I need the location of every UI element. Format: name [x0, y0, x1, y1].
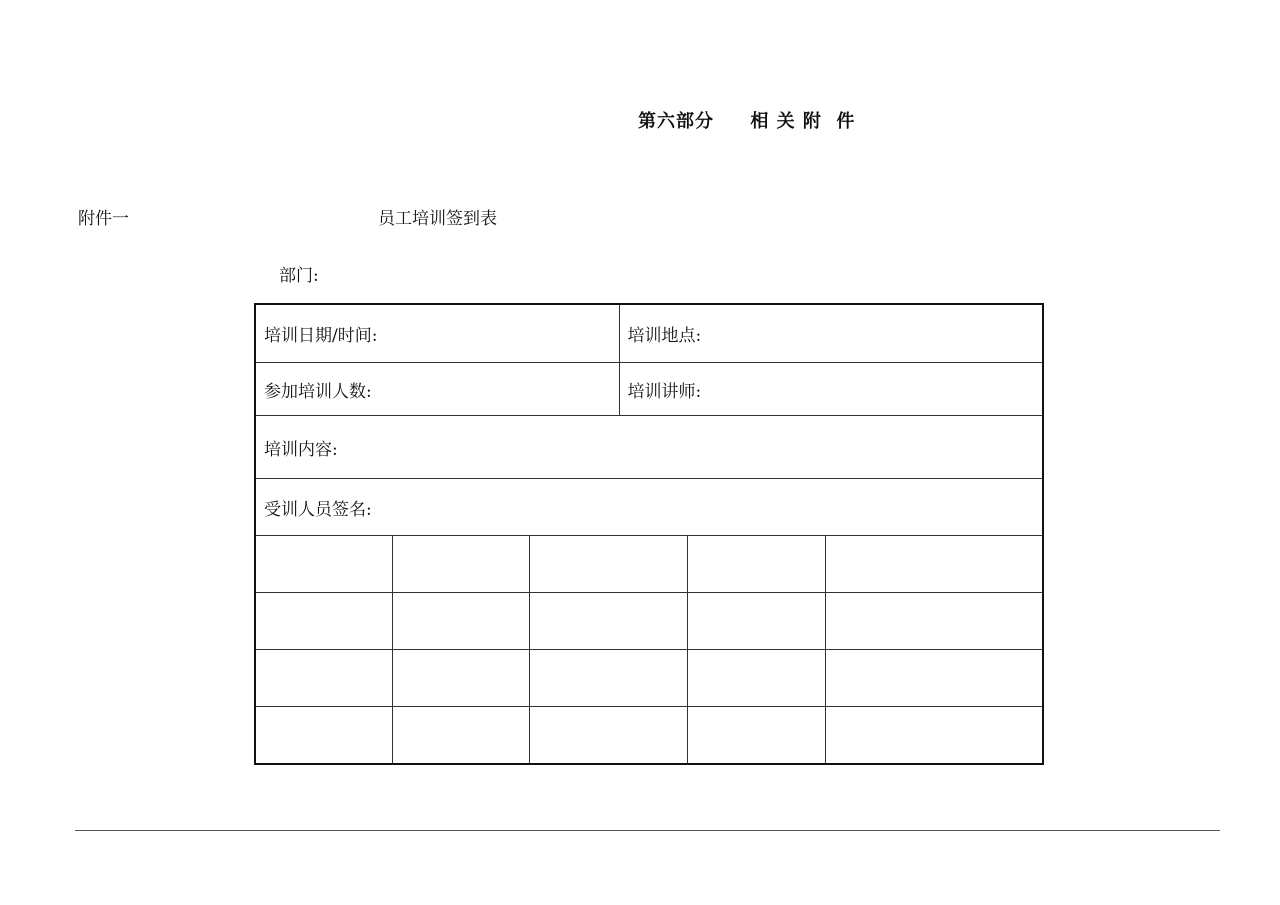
- department-label: 部门:: [279, 266, 319, 286]
- table-row: [255, 363, 1043, 416]
- trainee-signature-header-cell: [255, 479, 1043, 536]
- trainer-label: 培训讲师:: [627, 381, 702, 402]
- signature-cell[interactable]: [687, 650, 825, 707]
- signature-cell[interactable]: [529, 707, 687, 765]
- signature-row: [255, 650, 1043, 707]
- signature-cell[interactable]: [392, 536, 529, 593]
- signature-row: [255, 707, 1043, 765]
- training-datetime-label: 培训日期/时间:: [264, 326, 378, 346]
- training-sign-in-table: [254, 303, 1044, 765]
- attachment-label: 附件一: [78, 209, 129, 229]
- participant-count-label: 参加培训人数:: [264, 381, 372, 402]
- signature-cell[interactable]: [255, 650, 392, 707]
- trainee-signature-label: 受训人员签名:: [264, 499, 372, 520]
- section-title: 第六部分 相 关 附 件: [638, 111, 856, 132]
- training-datetime-cell[interactable]: [255, 304, 619, 363]
- footer-divider: [75, 830, 1220, 831]
- table-row: [255, 304, 1043, 363]
- training-content-cell[interactable]: [255, 416, 1043, 479]
- training-location-label: 培训地点:: [627, 326, 702, 346]
- signature-cell[interactable]: [529, 536, 687, 593]
- signature-cell[interactable]: [529, 593, 687, 650]
- table-row: [255, 479, 1043, 536]
- signature-cell[interactable]: [392, 593, 529, 650]
- signature-cell[interactable]: [687, 536, 825, 593]
- signature-cell[interactable]: [255, 536, 392, 593]
- signature-cell[interactable]: [529, 650, 687, 707]
- signature-cell[interactable]: [825, 707, 1043, 765]
- signature-cell[interactable]: [392, 707, 529, 765]
- table-row: [255, 416, 1043, 479]
- trainer-cell[interactable]: [619, 363, 1043, 416]
- signature-cell[interactable]: [825, 536, 1043, 593]
- signature-cell[interactable]: [255, 707, 392, 765]
- signature-row: [255, 593, 1043, 650]
- signature-cell[interactable]: [687, 707, 825, 765]
- signature-row: [255, 536, 1043, 593]
- training-content-label: 培训内容:: [264, 439, 338, 460]
- form-title: 员工培训签到表: [378, 209, 497, 229]
- signature-cell[interactable]: [255, 593, 392, 650]
- signature-cell[interactable]: [825, 593, 1043, 650]
- training-location-cell[interactable]: [619, 304, 1043, 363]
- signature-cell[interactable]: [825, 650, 1043, 707]
- participant-count-cell[interactable]: [255, 363, 619, 416]
- signature-cell[interactable]: [687, 593, 825, 650]
- signature-cell[interactable]: [392, 650, 529, 707]
